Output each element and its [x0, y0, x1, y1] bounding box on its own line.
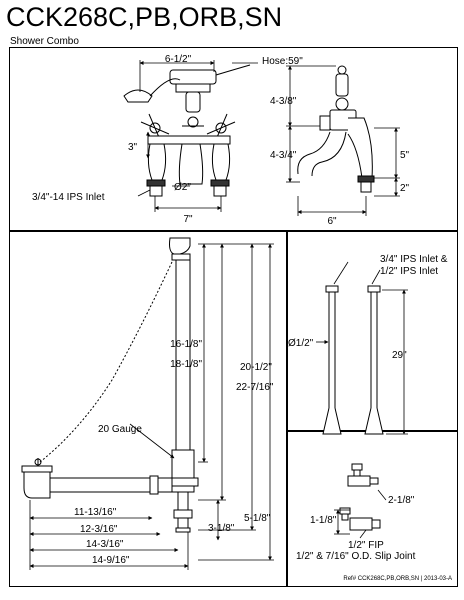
drain-dimension-1: 16-1/8": [170, 339, 202, 350]
drain-dimension-10: 5-1/8": [244, 513, 271, 524]
drain-dimension-9: 3-1/8": [208, 523, 235, 534]
supply-diameter-dimension: Ø1/2": [288, 338, 314, 349]
drain-drawing: [22, 238, 198, 532]
drain-dimension-6: 12-3/16": [80, 524, 118, 535]
drain-dimension-4: 22-7/16": [236, 382, 274, 393]
gauge-label: 20 Gauge: [98, 424, 142, 435]
faucet-side-drawing: [298, 66, 374, 192]
side-dimension-five: 5": [400, 150, 410, 161]
page-title: CCK268C,PB,ORB,SN: [6, 2, 283, 32]
supply-inlet-label-2: 1/2" IPS Inlet: [380, 266, 439, 277]
front-top-dimension: 6-1/2": [164, 54, 192, 65]
supply-inlet-label-1: 3/4" IPS Inlet &: [380, 254, 448, 265]
side-dimension-lower: 4-3/4": [270, 150, 297, 161]
spout-diameter-dimension: Ø2": [174, 182, 191, 193]
side-dimension-two: 2": [400, 183, 410, 194]
front-width-dimension: 7": [183, 214, 193, 225]
reference-number: Ref# CCK268C,PB,ORB,SN | 2013-03-A: [343, 576, 452, 582]
valve-dimension-lower: 1-1/8": [310, 515, 337, 526]
page-subtitle: Shower Combo: [10, 36, 79, 47]
front-height-dimension: 3": [128, 142, 138, 153]
valve-fip-label: 1/2" FIP: [348, 540, 384, 551]
drain-dimension-8: 14-9/16": [92, 555, 130, 566]
side-dimension-width: 6": [327, 216, 337, 227]
supply-height-dimension: 29": [392, 350, 407, 361]
hose-length-label: Hose:59": [262, 56, 303, 67]
faucet-front-drawing: [124, 65, 250, 196]
drain-dimension-7: 14-3/16": [86, 539, 124, 550]
drain-dimension-5: 11-13/16": [74, 507, 117, 518]
drain-dimension-3: 20-1/2": [240, 362, 272, 373]
valve-dimension-upper: 2-1/8": [388, 495, 415, 506]
supply-lines-drawing: [323, 286, 383, 434]
side-dimension-upper: 4-3/8": [270, 96, 297, 107]
valve-slip-joint-label: 1/2" & 7/16" O.D. Slip Joint: [296, 551, 416, 562]
stop-valve-drawing: [340, 464, 380, 530]
drain-dimension-2: 18-1/8": [170, 359, 202, 370]
front-inlet-label: 3/4"-14 IPS Inlet: [32, 192, 105, 203]
